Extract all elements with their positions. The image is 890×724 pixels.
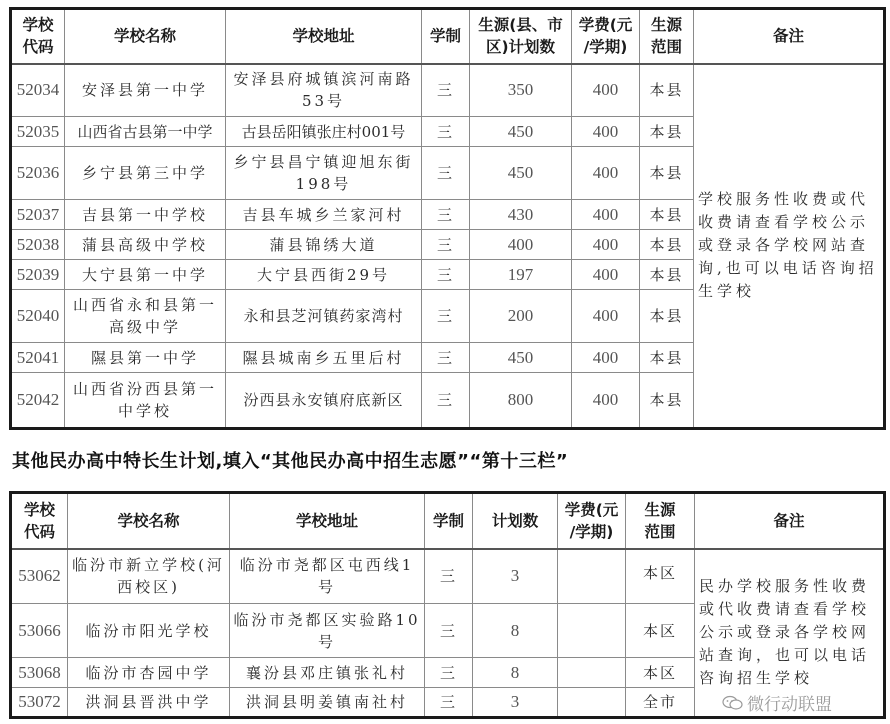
school-name: 山西省永和县第一高级中学 bbox=[65, 290, 226, 343]
plan-count: 400 bbox=[470, 230, 572, 260]
school-name: 临汾市阳光学校 bbox=[68, 604, 230, 658]
private-school-specialty-plan-table bbox=[9, 491, 886, 719]
source-scope: 本区 bbox=[626, 604, 695, 658]
school-code: 52039 bbox=[11, 260, 65, 290]
tuition: 400 bbox=[572, 117, 640, 147]
school-code: 53062 bbox=[11, 549, 68, 604]
tuition: 400 bbox=[572, 373, 640, 429]
table-row bbox=[11, 64, 885, 117]
school-code: 52040 bbox=[11, 290, 65, 343]
school-address: 洪洞县明姜镇南社村 bbox=[230, 688, 425, 718]
school-system: 三 bbox=[425, 658, 473, 688]
school-system: 三 bbox=[422, 373, 470, 429]
school-code: 53068 bbox=[11, 658, 68, 688]
high-school-plan-table bbox=[9, 7, 886, 430]
watermark-label: 微行动联盟 bbox=[747, 695, 832, 715]
table-row bbox=[11, 549, 885, 604]
school-system: 三 bbox=[422, 290, 470, 343]
plan-count: 800 bbox=[470, 373, 572, 429]
tuition bbox=[558, 549, 626, 604]
school-address: 安泽县府城镇滨河南路53号 bbox=[226, 64, 422, 117]
school-system: 三 bbox=[422, 64, 470, 117]
school-code: 52034 bbox=[11, 64, 65, 117]
school-name: 吉县第一中学校 bbox=[65, 200, 226, 230]
plan-count: 450 bbox=[470, 147, 572, 200]
source-scope: 本区 bbox=[626, 658, 695, 688]
school-name: 山西省汾西县第一中学校 bbox=[65, 373, 226, 429]
school-system: 三 bbox=[422, 147, 470, 200]
school-address: 临汾市尧都区屯西线1号 bbox=[230, 549, 425, 604]
header-system: 学制 bbox=[425, 493, 473, 549]
school-address: 隰县城南乡五里后村 bbox=[226, 343, 422, 373]
school-address: 蒲县锦绣大道 bbox=[226, 230, 422, 260]
school-name: 洪洞县晋洪中学 bbox=[68, 688, 230, 718]
school-system: 三 bbox=[422, 230, 470, 260]
tuition bbox=[558, 604, 626, 658]
wechat-icon bbox=[722, 695, 744, 711]
plan-count: 450 bbox=[470, 117, 572, 147]
plan-count: 8 bbox=[473, 658, 558, 688]
plan-count: 430 bbox=[470, 200, 572, 230]
plan-count: 3 bbox=[473, 688, 558, 718]
tuition: 400 bbox=[572, 290, 640, 343]
tuition: 400 bbox=[572, 147, 640, 200]
school-code: 52041 bbox=[11, 343, 65, 373]
school-code: 52038 bbox=[11, 230, 65, 260]
source-scope: 本县 bbox=[640, 117, 694, 147]
tuition: 400 bbox=[572, 64, 640, 117]
table-header-row bbox=[11, 493, 885, 549]
section-title: 其他民办高中特长生计划,填入“其他民办高中招生志愿”“第十三栏” bbox=[12, 451, 569, 472]
header-tuition: 学费(元 /学期) bbox=[572, 9, 640, 64]
plan-count: 200 bbox=[470, 290, 572, 343]
school-name: 大宁县第一中学 bbox=[65, 260, 226, 290]
school-address: 吉县车城乡兰家河村 bbox=[226, 200, 422, 230]
note-cell: 民办学校服务性收费或代收费请查看学校公示或登录各学校网站查询，也可以电话咨询招生学校 bbox=[695, 549, 885, 718]
school-name: 临汾市新立学校(河西校区) bbox=[68, 549, 230, 604]
school-system: 三 bbox=[422, 200, 470, 230]
school-name: 临汾市杏园中学 bbox=[68, 658, 230, 688]
tuition bbox=[558, 688, 626, 718]
source-scope: 本县 bbox=[640, 200, 694, 230]
plan-count: 8 bbox=[473, 604, 558, 658]
school-system: 三 bbox=[422, 117, 470, 147]
source-scope: 全市 bbox=[626, 688, 695, 718]
school-name: 蒲县高级中学校 bbox=[65, 230, 226, 260]
tuition bbox=[558, 658, 626, 688]
header-source-scope: 生源 范围 bbox=[640, 9, 694, 64]
school-system: 三 bbox=[425, 604, 473, 658]
tuition: 400 bbox=[572, 200, 640, 230]
school-address: 大宁县西街29号 bbox=[226, 260, 422, 290]
header-source-scope: 生源 范围 bbox=[626, 493, 695, 549]
tuition: 400 bbox=[572, 230, 640, 260]
source-scope: 本县 bbox=[640, 64, 694, 117]
source-scope: 本区 bbox=[626, 549, 695, 604]
header-school-code: 学校 代码 bbox=[11, 9, 65, 64]
header-plan-count: 计划数 bbox=[473, 493, 558, 549]
school-address: 古县岳阳镇张庄村001号 bbox=[226, 117, 422, 147]
source-scope: 本县 bbox=[640, 260, 694, 290]
header-system: 学制 bbox=[422, 9, 470, 64]
plan-count: 197 bbox=[470, 260, 572, 290]
school-system: 三 bbox=[425, 549, 473, 604]
table-header-row bbox=[11, 9, 885, 64]
header-school-address: 学校地址 bbox=[226, 9, 422, 64]
header-school-name: 学校名称 bbox=[65, 9, 226, 64]
header-note: 备注 bbox=[695, 493, 885, 549]
source-scope: 本县 bbox=[640, 290, 694, 343]
school-code: 52035 bbox=[11, 117, 65, 147]
school-name: 乡宁县第三中学 bbox=[65, 147, 226, 200]
source-scope: 本县 bbox=[640, 147, 694, 200]
header-school-address: 学校地址 bbox=[230, 493, 425, 549]
school-address: 襄汾县邓庄镇张礼村 bbox=[230, 658, 425, 688]
header-tuition: 学费(元 /学期) bbox=[558, 493, 626, 549]
plan-count: 450 bbox=[470, 343, 572, 373]
tuition: 400 bbox=[572, 260, 640, 290]
watermark bbox=[722, 690, 832, 715]
school-address: 临汾市尧都区实验路10号 bbox=[230, 604, 425, 658]
header-note: 备注 bbox=[694, 9, 885, 64]
source-scope: 本县 bbox=[640, 230, 694, 260]
school-name: 隰县第一中学 bbox=[65, 343, 226, 373]
header-school-name: 学校名称 bbox=[68, 493, 230, 549]
school-code: 52036 bbox=[11, 147, 65, 200]
school-address: 汾西县永安镇府底新区 bbox=[226, 373, 422, 429]
source-scope: 本县 bbox=[640, 343, 694, 373]
school-address: 永和县芝河镇药家湾村 bbox=[226, 290, 422, 343]
school-code: 53066 bbox=[11, 604, 68, 658]
header-plan-count: 生源(县、市 区)计划数 bbox=[470, 9, 572, 64]
school-system: 三 bbox=[422, 260, 470, 290]
plan-count: 3 bbox=[473, 549, 558, 604]
school-code: 53072 bbox=[11, 688, 68, 718]
school-name: 山西省古县第一中学 bbox=[65, 117, 226, 147]
school-code: 52037 bbox=[11, 200, 65, 230]
school-address: 乡宁县昌宁镇迎旭东街198号 bbox=[226, 147, 422, 200]
school-name: 安泽县第一中学 bbox=[65, 64, 226, 117]
source-scope: 本县 bbox=[640, 373, 694, 429]
plan-count: 350 bbox=[470, 64, 572, 117]
school-code: 52042 bbox=[11, 373, 65, 429]
school-system: 三 bbox=[425, 688, 473, 718]
tuition: 400 bbox=[572, 343, 640, 373]
header-school-code: 学校 代码 bbox=[11, 493, 68, 549]
school-system: 三 bbox=[422, 343, 470, 373]
note-cell: 学校服务性收费或代收费请查看学校公示或登录各学校网站查询,也可以电话咨询招生学校 bbox=[694, 64, 885, 429]
